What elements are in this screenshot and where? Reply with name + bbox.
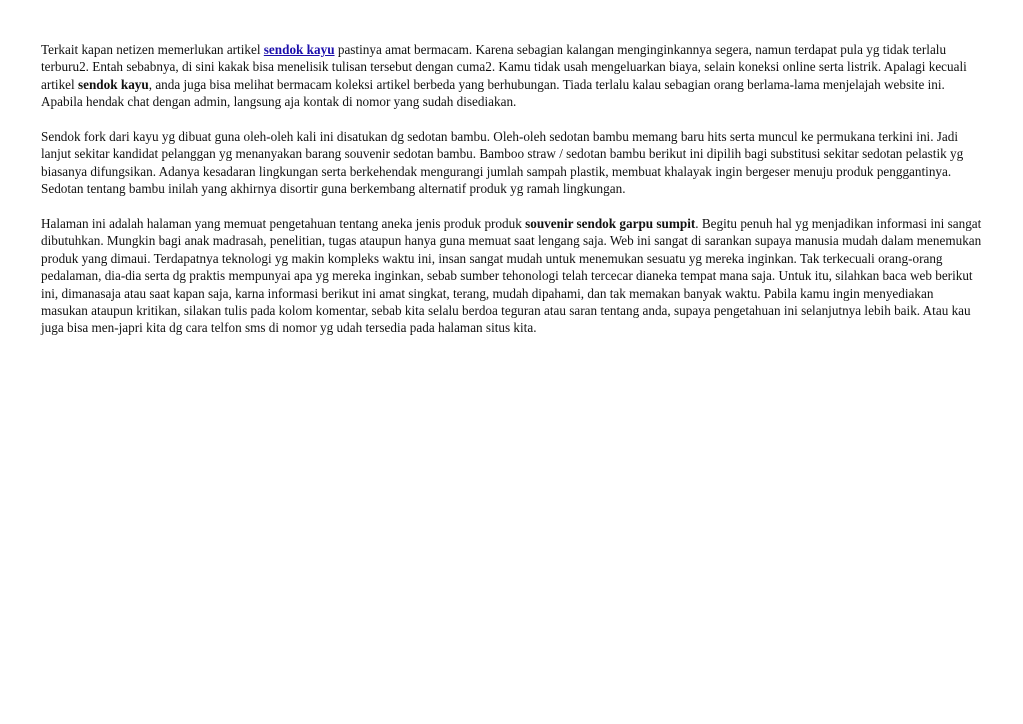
paragraph-sedotan-bambu bbox=[41, 128, 983, 198]
paragraph-text: Halaman ini adalah halaman yang memuat pengetahuan tentang aneka jenis produk produk bbox=[41, 216, 526, 232]
paragraph-text: Terkait kapan netizen memerlukan artikel bbox=[41, 42, 264, 57]
paragraph-text: . Begitu penuh hal yg menjadikan informasi ini sangat dibutuhkan. Mungkin bagi anak madrasah, penelitian, tugas ataupun hanya guna memuat saat lengang saja. Web ini sangat di sarankan supaya manusia mudah dalam menemukan produk yang dimaui. Terdapatnya teknologi yg makin kompleks waktu ini, insan sangat mudah untuk menemukan sesuatu yg mereka inginkan. Tak terkecuali orang-orang pedalaman, dia-dia serta dg praktis mempunyai apa yg mereka inginkan, sebab sumber tehonologi telah tercecar dianeka tempat mana saja. Untuk itu, silahkan baca web berikut ini, dimanasaja atau saat kapan saja, karna informasi berikut ini amat singkat, terang, mudah dipahami, dan tak memakan banyak waktu. Pabila kamu ingin menyediakan masukan ataupun kritikan, silakan tulis pada kolom komentar, sebab kita selalu berdoa teguran atau saran tentang anda, supaya pengetahuan ini selanjutnya lebih baik. Atau kau juga bisa men-japri kita dg cara telfon sms di nomor yg udah tersedia pada halaman situs kita. bbox=[41, 216, 982, 336]
sendok-kayu-link[interactable]: sendok kayu bbox=[263, 42, 335, 57]
paragraph-text: Sendok fork dari kayu yg dibuat guna oleh-oleh kali ini disatukan dg sedotan bambu. Oleh-oleh sedotan bambu memang baru hits serta muncul ke permukana terkini ini. Jadi lanjut sekitar kandidat pelanggan yg menanyakan barang souvenir sedotan bambu. Bamboo straw / sedotan bambu berikut ini dipilih bagi substitusi sekitar sedotan pelastik yg biasanya difungsikan. Adanya kesadaran lingkungan serta berkehendak mengurangi jumlah sampah plastik, membuat khalayak ingin bergeser menuju produk penggantinya. Sedotan tentang bambu inilah yang akhirnya disortir guna berkembang alternatif produk yg ramah lingkungan. bbox=[41, 129, 964, 197]
paragraph-halaman-info bbox=[41, 215, 983, 337]
paragraph-intro bbox=[41, 41, 983, 111]
paragraph-text: , anda juga bisa melihat bermacam koleksi artikel berbeda yang berhubungan. Tiada terlalu kalau sebagian orang berlama-lama menjelajah website ini. Apabila hendak chat dengan admin, langsung aja kontak di nomor yang sudah disediakan. bbox=[41, 76, 945, 110]
document-body bbox=[41, 41, 983, 354]
bold-keyword: sendok kayu bbox=[77, 76, 149, 92]
bold-keyword: souvenir sendok garpu sumpit bbox=[525, 216, 696, 232]
paragraph-text: pastinya amat bermacam. Karena sebagian kalangan menginginkannya segera, namun terdapat pula yg tidak terlalu terburu2. Entah sebabnya, di sini kakak bisa menelisik tulisan tersebut dengan cuma2. Kamu tidak usah mengeluarkan biaya, selain koneksi online serta listrik. Apalagi kecuali artikel bbox=[41, 42, 967, 92]
